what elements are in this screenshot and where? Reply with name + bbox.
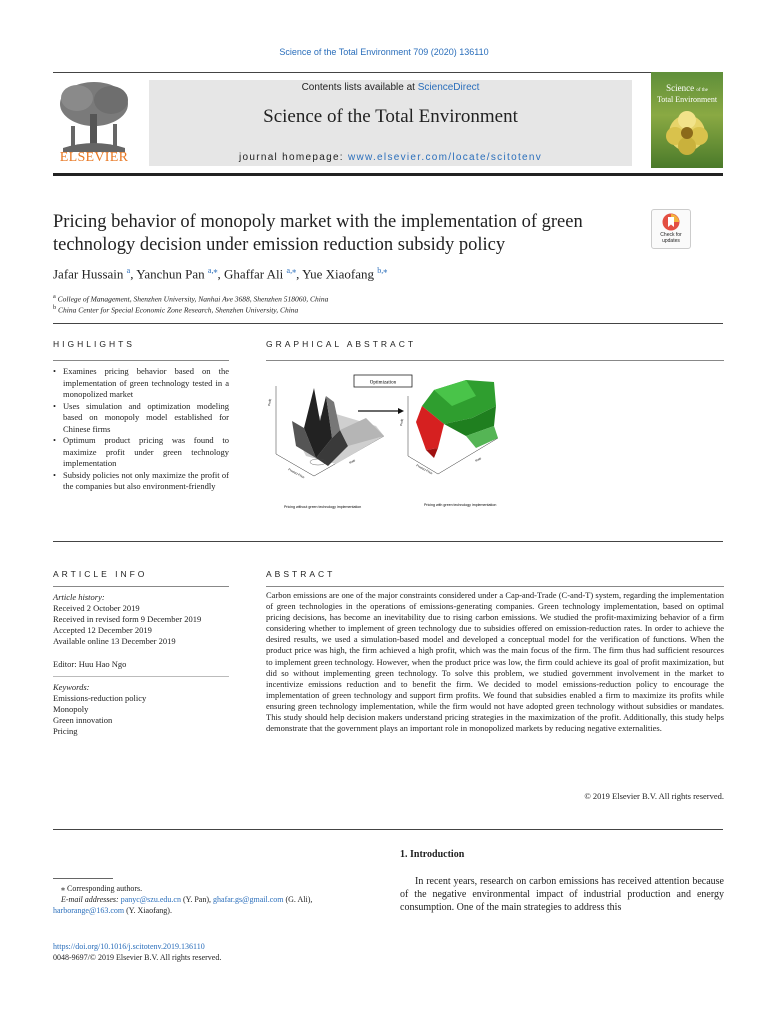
footnotes xyxy=(53,883,363,916)
abstract-heading: ABSTRACT xyxy=(266,569,336,579)
highlight-item: • Uses simulation and optimization modeling based on monopoly model established for Chinese firms xyxy=(53,401,229,436)
svg-text:Rate: Rate xyxy=(348,458,356,465)
optimization-arrow-icon xyxy=(358,408,404,414)
update-badge-line2: updates xyxy=(662,237,680,244)
email-link[interactable]: ghafar.gs@gmail.com xyxy=(213,895,284,904)
journal-name: Science of the Total Environment xyxy=(263,106,518,127)
article-history xyxy=(53,592,229,647)
issn-line: 0048-9697/© 2019 Elsevier B.V. All rights reserved. xyxy=(53,953,222,962)
keyword-item: Monopoly xyxy=(53,704,89,714)
graphical-abstract-caption-right: Pricing with green technology implementation xyxy=(424,503,497,507)
cover-title-small: of the xyxy=(696,88,708,93)
highlight-item: • Subsidy policies not only maximize the profit of the companies but also environment-friendly xyxy=(53,470,229,493)
email-label: E-mail addresses: xyxy=(61,895,119,904)
editor: Editor: Huu Hao Ngo xyxy=(53,659,127,669)
keyword-item: Green innovation xyxy=(53,715,113,725)
history-item: Available online 13 December 2019 xyxy=(53,636,176,646)
affiliation-text: China Center for Special Economic Zone Research, Shenzhen University, China xyxy=(58,305,299,315)
affiliation-mark: a xyxy=(53,293,56,300)
highlight-item: • Optimum product pricing was found to maximize profit under green technology implementation xyxy=(53,435,229,470)
cover-flower-icon xyxy=(665,108,709,158)
author-affiliation-mark[interactable]: a,⁎ xyxy=(286,266,297,275)
author-affiliation-mark[interactable]: a xyxy=(126,266,131,275)
cover-title-line2: Total Environment xyxy=(656,95,718,104)
graphical-abstract-caption-left: Pricing without green technology implementation xyxy=(284,505,362,509)
divider xyxy=(53,829,723,830)
header-rule-bottom xyxy=(53,173,723,176)
abstract-rule xyxy=(266,586,724,587)
author-affiliation-mark[interactable]: a,⁎ xyxy=(207,266,218,275)
author-name: Yue Xiaofang xyxy=(302,266,374,282)
email-link[interactable]: panyc@szu.edu.cn xyxy=(120,895,181,904)
header-rule-top xyxy=(53,72,723,73)
contents-prefix: Contents lists available at xyxy=(301,82,418,93)
contents-line xyxy=(149,82,632,93)
abstract-copyright: © 2019 Elsevier B.V. All rights reserved. xyxy=(584,791,724,801)
author-name: Ghaffar Ali xyxy=(223,266,284,282)
journal-homepage xyxy=(149,152,632,163)
author-affiliation-mark[interactable]: b,⁎ xyxy=(377,266,388,275)
article-history-label: Article history: xyxy=(53,592,105,602)
keyword-item: Emissions-reduction policy xyxy=(53,693,147,703)
surface-plot-without-green-tech xyxy=(267,386,384,479)
publisher-wordmark: ELSEVIER xyxy=(59,150,129,165)
affiliation xyxy=(53,293,328,304)
author-name: Jafar Hussain xyxy=(53,266,124,282)
email-owner: (Y. Pan), xyxy=(180,895,214,904)
affiliation-mark: b xyxy=(53,304,57,311)
cover-title xyxy=(651,84,723,104)
history-item: Received in revised form 9 December 2019 xyxy=(53,614,202,624)
check-for-updates-badge[interactable] xyxy=(651,209,691,249)
update-bookmark-icon xyxy=(662,213,680,231)
graphical-abstract-heading: GRAPHICAL ABSTRACT xyxy=(266,339,417,349)
article-title: Pricing behavior of monopoly market with the implementation of green technology decision under emission reduction subsidy policy xyxy=(53,212,583,255)
svg-text:Product Price: Product Price xyxy=(287,467,306,480)
history-item: Accepted 12 December 2019 xyxy=(53,625,152,635)
keywords-label: Keywords: xyxy=(53,682,90,692)
author-name: Yanchun Pan xyxy=(136,266,205,282)
email-line xyxy=(53,894,363,905)
homepage-prefix: journal homepage: xyxy=(238,152,348,163)
email-line xyxy=(53,905,363,916)
email-owner: (G. Ali), xyxy=(283,895,313,904)
highlight-item: • Examines pricing behavior based on the implementation of green technology tested in a monopolized market xyxy=(53,366,229,401)
email-owner: (Y. Xiaofang). xyxy=(124,906,172,915)
keyword-item: Pricing xyxy=(53,726,78,736)
article-info-rule xyxy=(53,586,229,587)
introduction-heading: 1. Introduction xyxy=(400,849,465,860)
divider xyxy=(53,541,723,542)
article-info-heading: ARTICLE INFO xyxy=(53,569,148,579)
sciencedirect-link[interactable]: ScienceDirect xyxy=(417,82,480,93)
svg-text:Profit: Profit xyxy=(267,398,273,407)
update-badge-label xyxy=(652,233,690,244)
highlights-heading: HIGHLIGHTS xyxy=(53,339,135,349)
svg-text:Rate: Rate xyxy=(474,456,482,463)
abstract-text: Carbon emissions are one of the major constraints considered under a Cap-and-Trade (C-and-T) system, regarding the implementation of green technologies in the operations of emissions-generating companies. Green technology implementation, based on optimal pricing decisions, has become an inevitability due to rising carbon emissions. We studied the profit-maximizing behavior of a firm considering whether to implement of green technology due to subsidies offered on emission-reduction rates. In order to achieve the desired results, we used a simulation-based model and developed a conceptual model for the verification of functions. When the product price was high, the firm achieved a high profit, which was the main focus of the firm. The firm thus had sufficient resources to implement green technology. However, when the product price was low, the firm could achieve its goal of profit maximization, but did so without implementing green technology. To solve this problem, we studied government involvement in the market to incentivize emissions reduction and to benefit the firm. We decided to model emissions-reduction policy to encourage the implementation of green technology and support firm profits. We found that subsidies enabled a firm to maximize its profits while ensuring green technology implementation, while the firm would not have adopted green technology without subsidies or mandates. This study should help decision makers understand pricing strategies in the maximization of the profit. Additionally, this study helps demonstrate that the government plays an important role in monopolized markets by reducing negative externalities. xyxy=(266,590,724,734)
highlights-rule xyxy=(53,360,229,361)
affiliation xyxy=(53,304,298,315)
author-list: Jafar Hussain $^a$, Yanchun Pan $^{a,⁎}$, Ghaffar Ali $^{a,⁎}$, Yue Xiaofang $^{b,⁎}$ xyxy=(53,266,388,282)
svg-text:Product Price: Product Price xyxy=(415,463,434,476)
history-item: Received 2 October 2019 xyxy=(53,603,140,613)
cover-title-line1: Science xyxy=(666,83,695,93)
homepage-link[interactable]: www.elsevier.com/locate/scitotenv xyxy=(347,152,543,163)
divider xyxy=(53,323,723,324)
doi-block xyxy=(53,941,221,963)
affiliation-text: College of Management, Shenzhen University, Nanhai Ave 3688, Shenzhen 518060, China xyxy=(57,294,329,304)
elsevier-logo xyxy=(53,78,135,168)
introduction-text: In recent years, research on carbon emissions has received attention because of the negative environmental impact of industrial production and energy consumption. One of the main strategies to address this xyxy=(400,876,724,913)
optimization-label: Optimization xyxy=(369,380,397,386)
footnote-rule xyxy=(53,878,113,879)
email-link[interactable]: harborange@163.com xyxy=(53,906,125,915)
graphical-abstract-figure xyxy=(266,366,724,521)
svg-text:Profit: Profit xyxy=(399,418,405,427)
surface-plot-with-green-tech xyxy=(399,380,498,475)
highlights-list xyxy=(53,366,229,493)
doi-link[interactable]: https://doi.org/10.1016/j.scitotenv.2019.136110 xyxy=(53,942,205,951)
keywords-rule xyxy=(53,676,229,677)
graphical-abstract-rule xyxy=(266,360,724,361)
keywords xyxy=(53,682,229,737)
journal-cover[interactable] xyxy=(651,72,723,168)
update-badge-line1: Check for xyxy=(660,232,682,238)
journal-reference[interactable]: Science of the Total Environment 709 (2020) 136110 xyxy=(279,47,489,57)
corresponding-note: ⁎ Corresponding authors. xyxy=(61,884,143,893)
